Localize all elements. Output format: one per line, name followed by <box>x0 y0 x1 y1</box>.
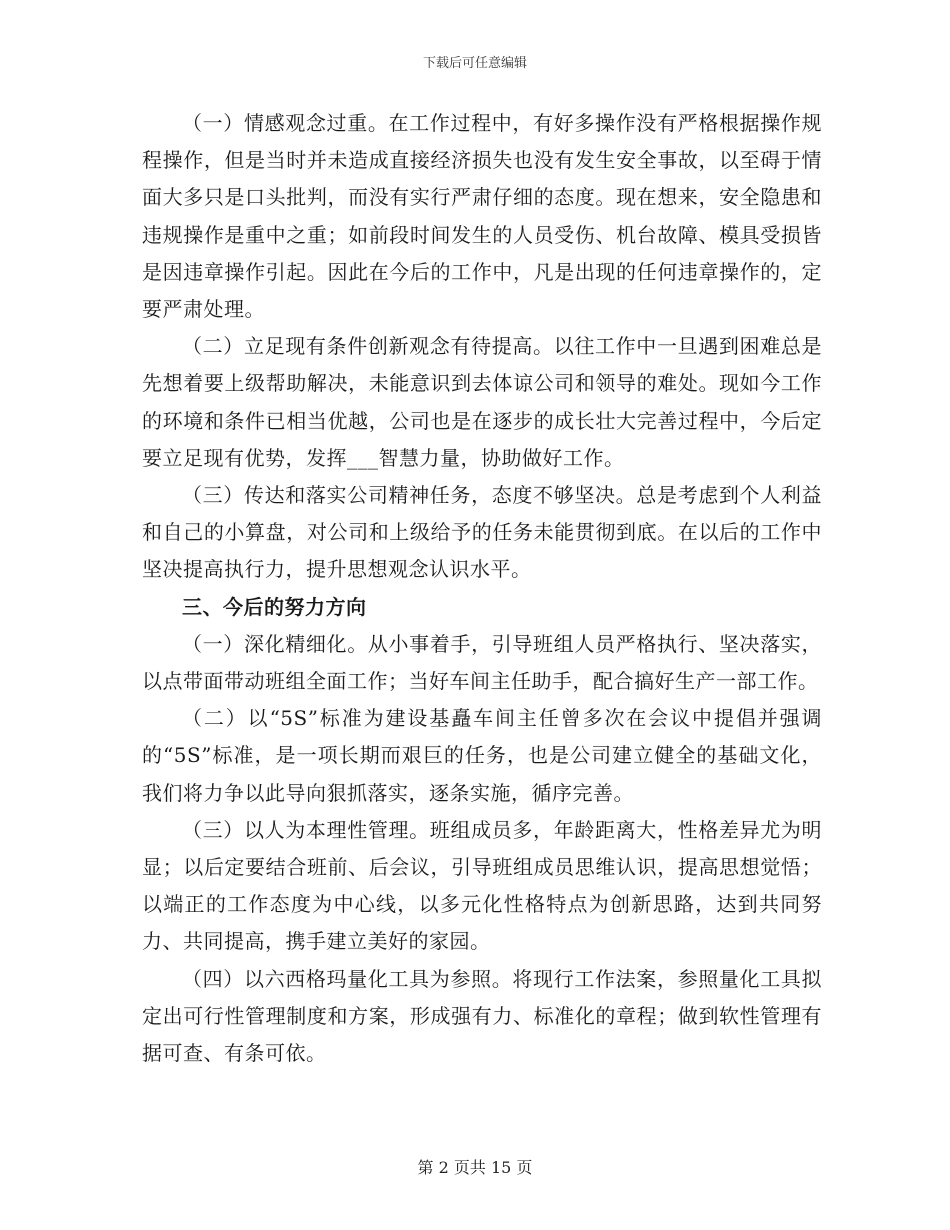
document-body <box>142 105 822 1072</box>
paragraph-5s-standard: （二）以“5S”标准为建设基矗车间主任曾多次在会议中提倡并强调的“5S”标准，是一项长期而艰巨的任务，也是公司建立健全的基础文化，我们将力争以此导向狠抓落实，逐条实施，循序完善。 <box>142 706 822 805</box>
paragraph-six-sigma: （四）以六西格玛量化工具为参照。将现行工作法案，参照量化工具拟定出可行性管理制度和方案，形成强有力、标准化的章程；做到软性管理有据可查、有条可依。 <box>142 966 822 1066</box>
paragraph-people-management: （三）以人为本理性管理。班组成员多，年龄距离大，性格差异尤为明显；以后定要结合班前、后会议，引导班组成员思维认识，提高思想觉悟；以端正的工作态度为中心线，以多元化性格特点为创新思路，达到共同努力、共同提高，携手建立美好的家园。 <box>142 817 822 954</box>
paragraph-innovation-concept: （二）立足现有条件创新观念有待提高。以往工作中一旦遇到困难总是先想着要上级帮助解决，未能意识到去体谅公司和领导的难处。现如今工作的环境和条件已相当优越，公司也是在逐步的成长壮大完善过程中，今后定要立足现有优势，发挥___智慧力量，协助做好工作。 <box>142 334 822 470</box>
paragraph-emotion-concept: （一）情感观念过重。在工作过程中，有好多操作没有严格根据操作规程操作，但是当时并未造成直接经济损失也没有发生安全事故，以至碍于情面大多只是口头批判，而没有实行严肃仔细的态度。现在想来，安全隐患和违规操作是重中之重；如前段时间发生的人员受伤、机台故障、模具受损皆是因违章操作引起。因此在今后的工作中，凡是出现的任何违章操作的，定要严肃处理。 <box>142 111 822 322</box>
page-header: 下载后可任意编辑 <box>422 56 527 71</box>
section-heading: 三、今后的努力方向 <box>182 594 367 619</box>
paragraph-refinement: （一）深化精细化。从小事着手，引导班组人员严格执行、坚决落实，以点带面带动班组全面工作；当好车间主任助手，配合搞好生产一部工作。 <box>142 631 822 694</box>
page-number-footer: 第 2 页共 15 页 <box>417 1158 533 1177</box>
paragraph-task-implementation: （三）传达和落实公司精神任务，态度不够坚决。总是考虑到个人利益和自己的小算盘，对公司和上级给予的任务未能贯彻到底。在以后的工作中坚决提高执行力，提升思想观念认识水平。 <box>142 483 822 582</box>
